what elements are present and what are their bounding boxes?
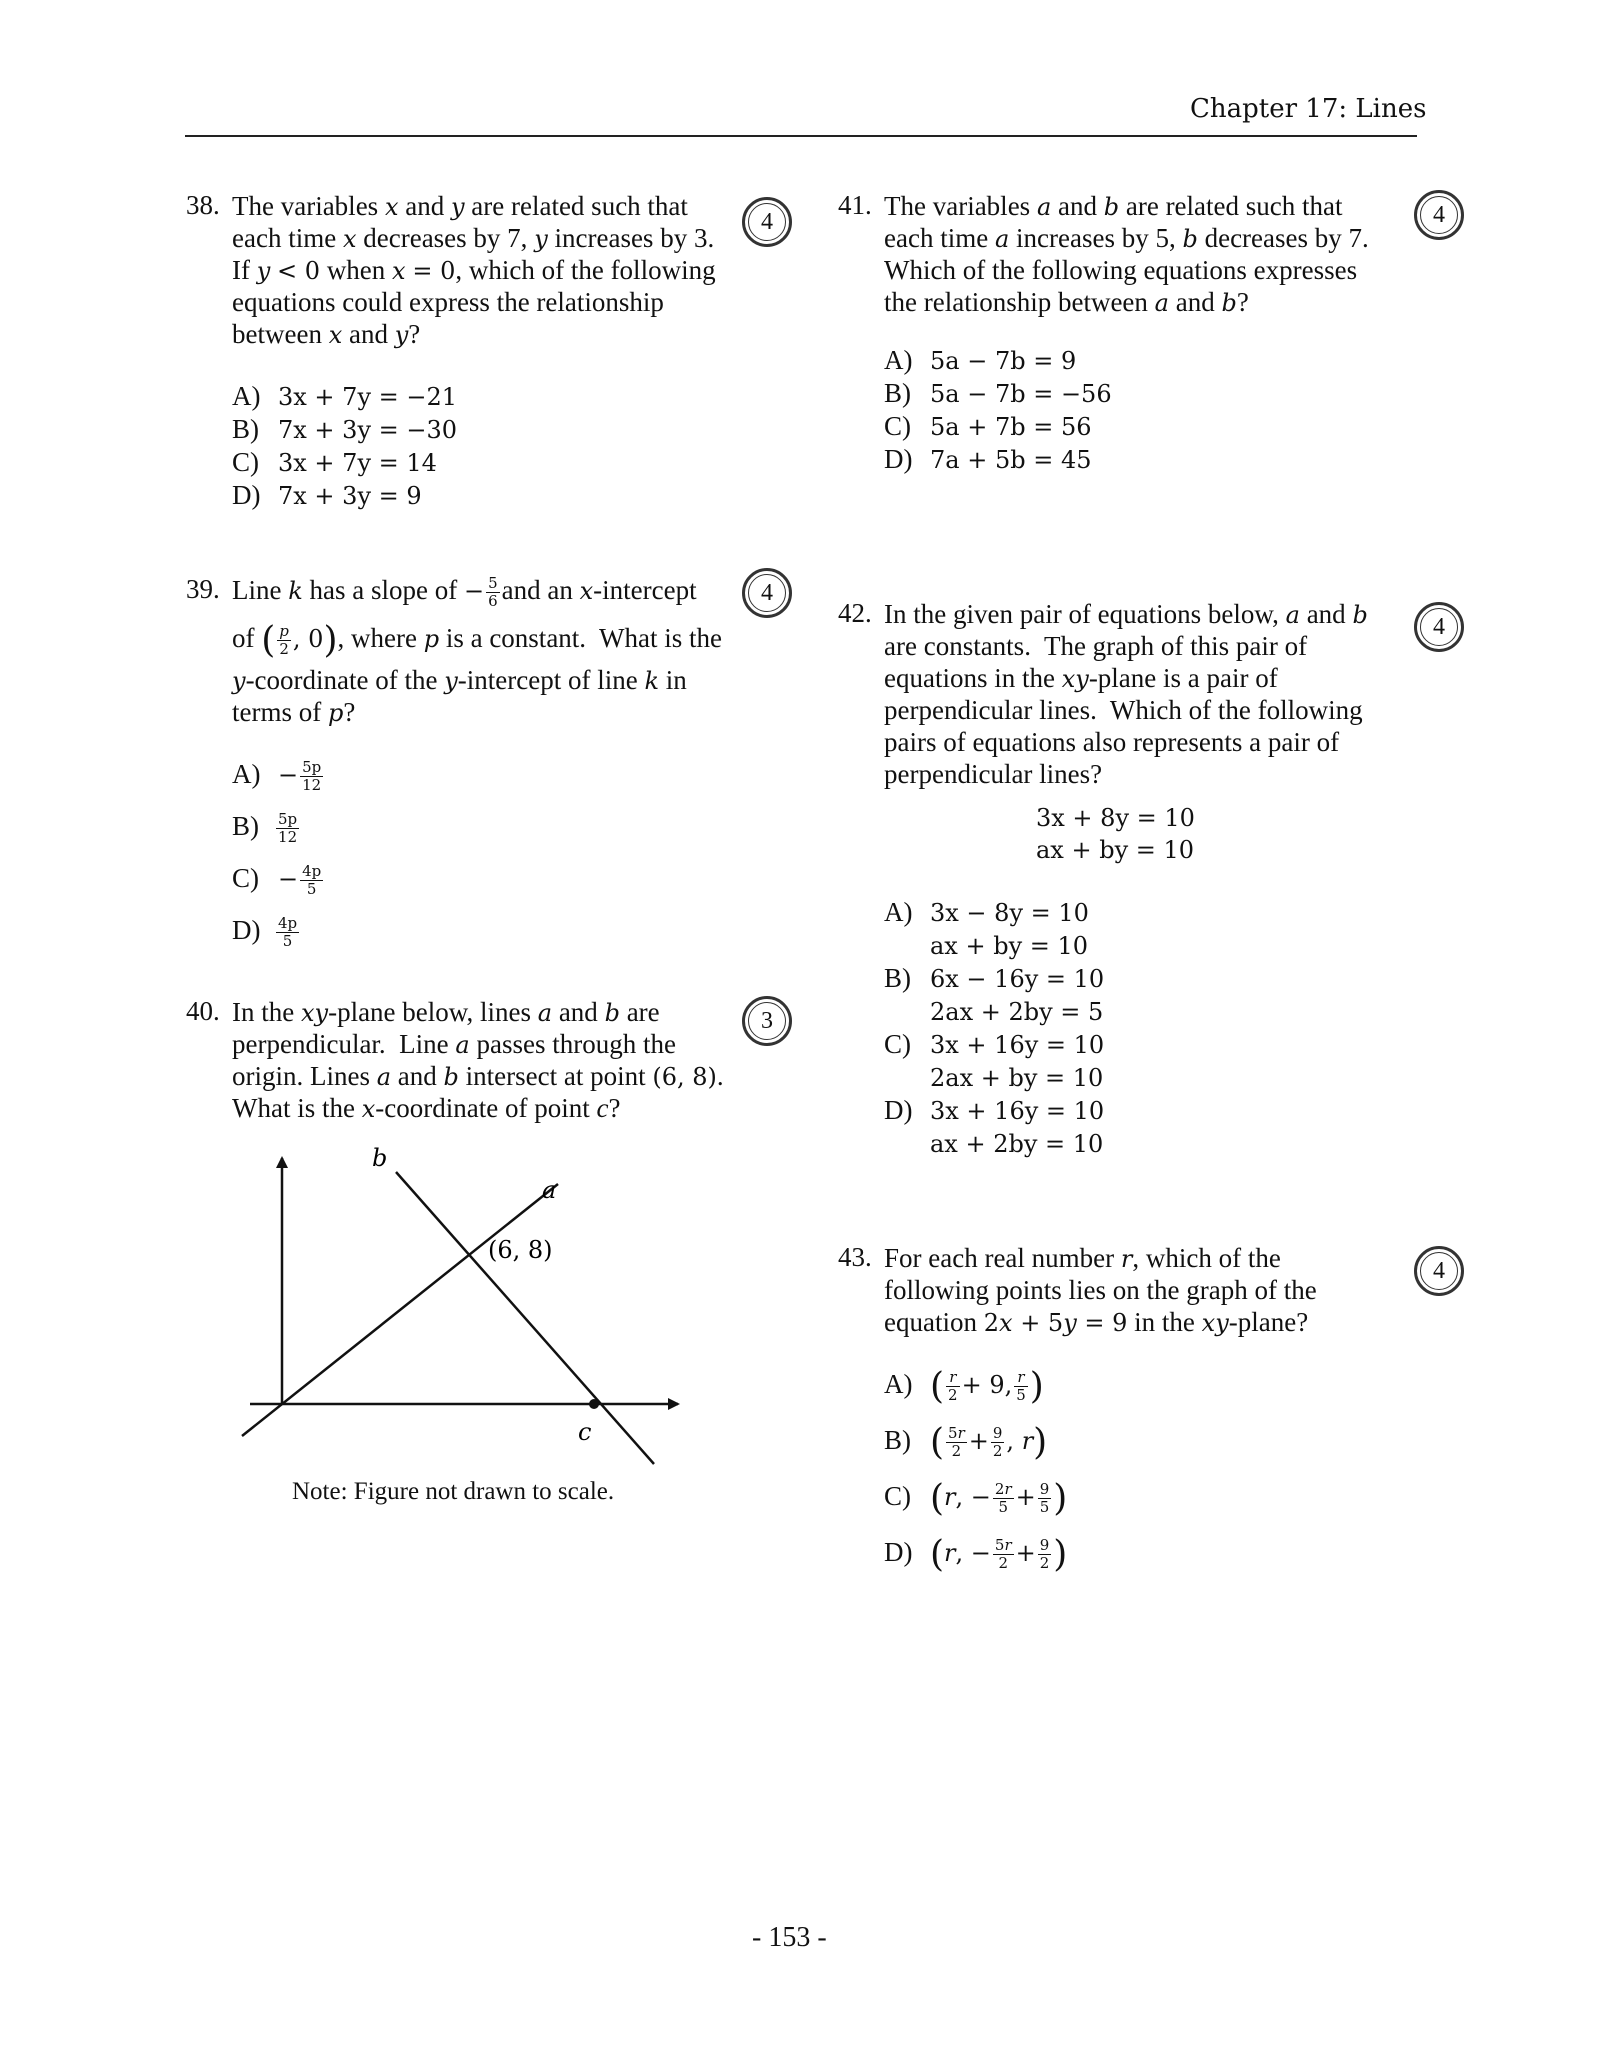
page-number: - 153 - [752, 1922, 827, 1953]
choice-39-b[interactable]: B) $\frac{5p}{12}$ [232, 810, 298, 847]
question-40-figure [230, 1140, 690, 1470]
choice-41-c[interactable]: C) 5a + 7b = 56 [884, 411, 1092, 441]
choice-38-d[interactable]: D) 7x + 3y = 9 [232, 480, 422, 510]
figure-note: Note: Figure not drawn to scale. [292, 1478, 615, 1505]
choice-43-c[interactable]: C) (r, − $\frac{2r}{5}$ + $\frac{9}{5}$ ) [884, 1477, 1068, 1519]
difficulty-badge-38: 4 [742, 197, 792, 247]
choice-39-d[interactable]: D) $\frac{4p}{5}$ [232, 914, 298, 951]
given-equations [1036, 802, 1195, 866]
choice-42-a[interactable]: A) 3x − 8y = 10 ax + by = 10 [884, 897, 1089, 960]
label-intersection: (6, 8) [488, 1236, 553, 1264]
chapter-title: Chapter 17: Lines [1190, 94, 1427, 124]
header-rule [185, 135, 1417, 137]
difficulty-badge-42: 4 [1414, 602, 1464, 652]
given-equation-2: ax + by = 10 [1036, 836, 1195, 864]
choice-43-d[interactable]: D) (r, − $\frac{5r}{2}$ + $\frac{9}{2}$ ) [884, 1533, 1068, 1575]
question-40-stem: In the xy-plane below, lines a and b are perpendicular. Line a passes through the origin. Lines a and b intersect at point (6, 8). What is the x-coordinate of point c? [232, 997, 724, 1123]
line-b [396, 1172, 654, 1464]
choice-39-a[interactable]: A) − $\frac{5p}{12}$ [232, 758, 322, 795]
question-39-choices [232, 758, 325, 966]
choice-38-b[interactable]: B) 7x + 3y = −30 [232, 414, 458, 444]
question-43-number: 43. [838, 1242, 872, 1272]
choice-41-b[interactable]: B) 5a − 7b = −56 [884, 378, 1112, 408]
label-a: a [542, 1176, 557, 1204]
question-43-stem: For each real number r, which of the following points lies on the graph of the equation 2x + 5y = 9 in the xy-plane? [884, 1243, 1317, 1337]
given-equation-1: 3x + 8y = 10 [1036, 804, 1195, 832]
line-a [242, 1184, 558, 1436]
difficulty-badge-40: 3 [742, 996, 792, 1046]
choice-42-b[interactable]: B) 6x − 16y = 10 2ax + 2by = 5 [884, 963, 1105, 1026]
choice-38-a[interactable]: A) 3x + 7y = −21 [232, 381, 458, 411]
choice-41-d[interactable]: D) 7a + 5b = 45 [884, 444, 1092, 474]
question-42-stem: In the given pair of equations below, a and b are constants. The graph of this pair of equations in the xy-plane is a pair of perpendicular lines. Which of the following pairs of equations also represents a pair of perpendicular lines? [884, 599, 1368, 789]
question-42-choices [884, 896, 1104, 1160]
choice-43-b[interactable]: B) ( $\frac{5r}{2}$ + $\frac{9}{2}$ , r) [884, 1421, 1048, 1463]
question-39-number: 39. [186, 574, 220, 604]
question-38-choices [232, 380, 457, 512]
question-43-choices [884, 1365, 1068, 1592]
question-41-number: 41. [838, 190, 872, 220]
choice-42-c[interactable]: C) 3x + 16y = 10 2ax + by = 10 [884, 1029, 1105, 1092]
label-b: b [372, 1144, 388, 1172]
question-41-stem: The variables a and b are related such that each time a increases by 5, b decreases by 7. Which of the following equations expresses the relationship between a and b? [884, 191, 1369, 317]
difficulty-badge-43: 4 [1414, 1246, 1464, 1296]
choice-39-c[interactable]: C) − $\frac{4p}{5}$ [232, 862, 322, 899]
choice-43-a[interactable]: A) ( $\frac{r}{2}$ + 9, $\frac{r}{5}$ ) [884, 1365, 1044, 1407]
difficulty-badge-41: 4 [1414, 190, 1464, 240]
question-38-stem: The variables x and y are related such that each time x decreases by 7, y increases by 3. If y < 0 when x = 0, which of the following equations could express the relationship between x and y? [232, 191, 716, 349]
choice-38-c[interactable]: C) 3x + 7y = 14 [232, 447, 437, 477]
question-42-number: 42. [838, 598, 872, 628]
choice-42-d[interactable]: D) 3x + 16y = 10 ax + 2by = 10 [884, 1095, 1105, 1158]
question-40-number: 40. [186, 996, 220, 1026]
choice-41-a[interactable]: A) 5a − 7b = 9 [884, 345, 1077, 375]
question-41-choices [884, 344, 1112, 476]
question-39-stem: Line k has a slope of − $\frac{5}{6}$ and an x-intercept of ( $\frac{p}{2}$ , 0), where p is a constant. What is the y-coordinate of the y-intercept of line k in terms of p? [232, 574, 723, 727]
point-c-dot [589, 1399, 599, 1409]
difficulty-badge-39: 4 [742, 568, 792, 618]
label-c: c [578, 1418, 592, 1446]
question-38-number: 38. [186, 190, 220, 220]
